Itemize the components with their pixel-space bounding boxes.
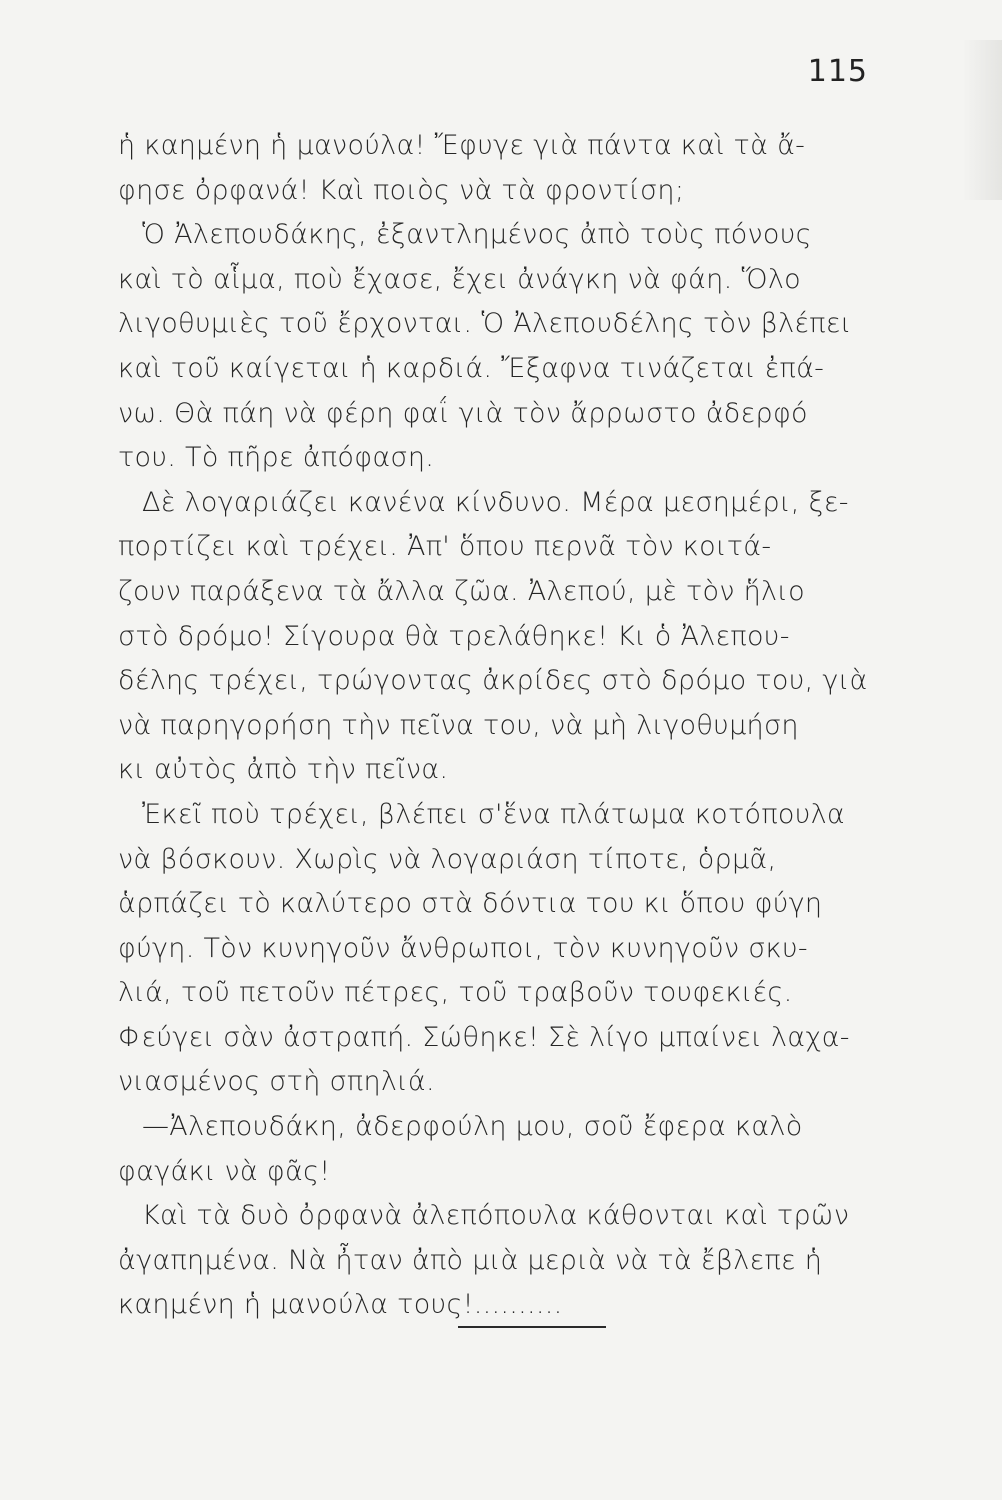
text-line: δέλης τρέχει, τρώγοντας ἀκρίδες στὸ δρόμο του, γιὰ [118, 665, 868, 697]
text-line: Δὲ λογαριάζει κανένα κίνδυνο. Μέρα μεσημέρι, ξε- [142, 486, 849, 518]
text-line: καὶ τὸ αἷμα, ποὺ ἔχασε, ἔχει ἀνάγκη νὰ φάη. Ὅλο [118, 263, 801, 295]
body-text [118, 124, 930, 1328]
text-line: ἀγαπημένα. Νὰ ἦταν ἀπὸ μιὰ μεριὰ νὰ τὰ ἔβλεπε ἡ [118, 1244, 823, 1276]
text-line: Καὶ τὰ δυὸ ὀρφανὰ ἀλεπόπουλα κάθονται καὶ τρῶν [142, 1200, 850, 1232]
section-end-rule [458, 1326, 606, 1328]
page-number: 115 [807, 54, 868, 89]
text-line: καημένη ἡ μανούλα τους!.......... [118, 1289, 563, 1321]
text-line: ἁρπάζει τὸ καλύτερο στὰ δόντια του κι ὅπου φύγη [118, 888, 823, 920]
text-line: καὶ τοῦ καίγεται ἡ καρδιά. Ἔξαφνα τινάζεται ἐπά- [118, 352, 825, 384]
text-line: πορτίζει καὶ τρέχει. Ἀπ' ὅπου περνᾶ τὸν κοιτά- [118, 531, 772, 563]
text-line: λιγοθυμιὲς τοῦ ἔρχονται. Ὁ Ἀλεπουδέλης τὸν βλέπει [118, 308, 852, 340]
text-line: —Ἀλεπουδάκη, ἀδερφούλη μου, σοῦ ἔφερα καλὸ [142, 1111, 803, 1143]
text-line: νω. Θὰ πάη νὰ φέρη φαΐ γιὰ τὸν ἄρρωστο ἀδερφό [118, 397, 808, 429]
text-line: νὰ βόσκουν. Χωρὶς νὰ λογαριάση τίποτε, ὁρμᾶ, [118, 843, 777, 875]
text-line: φύγη. Τὸν κυνηγοῦν ἄνθρωποι, τὸν κυνηγοῦν σκυ- [118, 932, 808, 964]
text-line: του. Τὸ πῆρε ἀπόφαση. [118, 442, 435, 474]
text-line: νὰ παρηγορήση τὴν πεῖνα του, νὰ μὴ λιγοθυμήση [118, 709, 799, 741]
text-line: κι αὐτὸς ἀπὸ τὴν πεῖνα. [118, 754, 449, 786]
text-line: Ὁ Ἀλεπουδάκης, ἐξαντλημένος ἀπὸ τοὺς πόνους [142, 219, 812, 251]
text-line: ζουν παράξενα τὰ ἄλλα ζῶα. Ἀλεπού, μὲ τὸν ἥλιο [118, 575, 805, 607]
text-line: λιά, τοῦ πετοῦν πέτρες, τοῦ τραβοῦν τουφεκιές. [118, 977, 793, 1009]
text-line: φησε ὀρφανά! Καὶ ποιὸς νὰ τὰ φροντίση; [118, 174, 685, 206]
text-line: Φεύγει σὰν ἀστραπή. Σώθηκε! Σὲ λίγο μπαίνει λαχα- [118, 1021, 850, 1053]
text-line: νιασμένος στὴ σπηλιά. [118, 1066, 435, 1098]
page-edge-shadow [962, 40, 1002, 200]
text-line: ἡ καημένη ἡ μανούλα! Ἔφυγε γιὰ πάντα καὶ τὰ ἄ- [118, 130, 806, 161]
text-line: Ἐκεῖ ποὺ τρέχει, βλέπει σ'ἕνα πλάτωμα κοτόπουλα [142, 798, 846, 830]
text-line: στὸ δρόμο! Σίγουρα θὰ τρελάθηκε! Κι ὁ Ἀλεπου- [118, 620, 790, 652]
text-line: φαγάκι νὰ φᾶς! [118, 1155, 331, 1187]
